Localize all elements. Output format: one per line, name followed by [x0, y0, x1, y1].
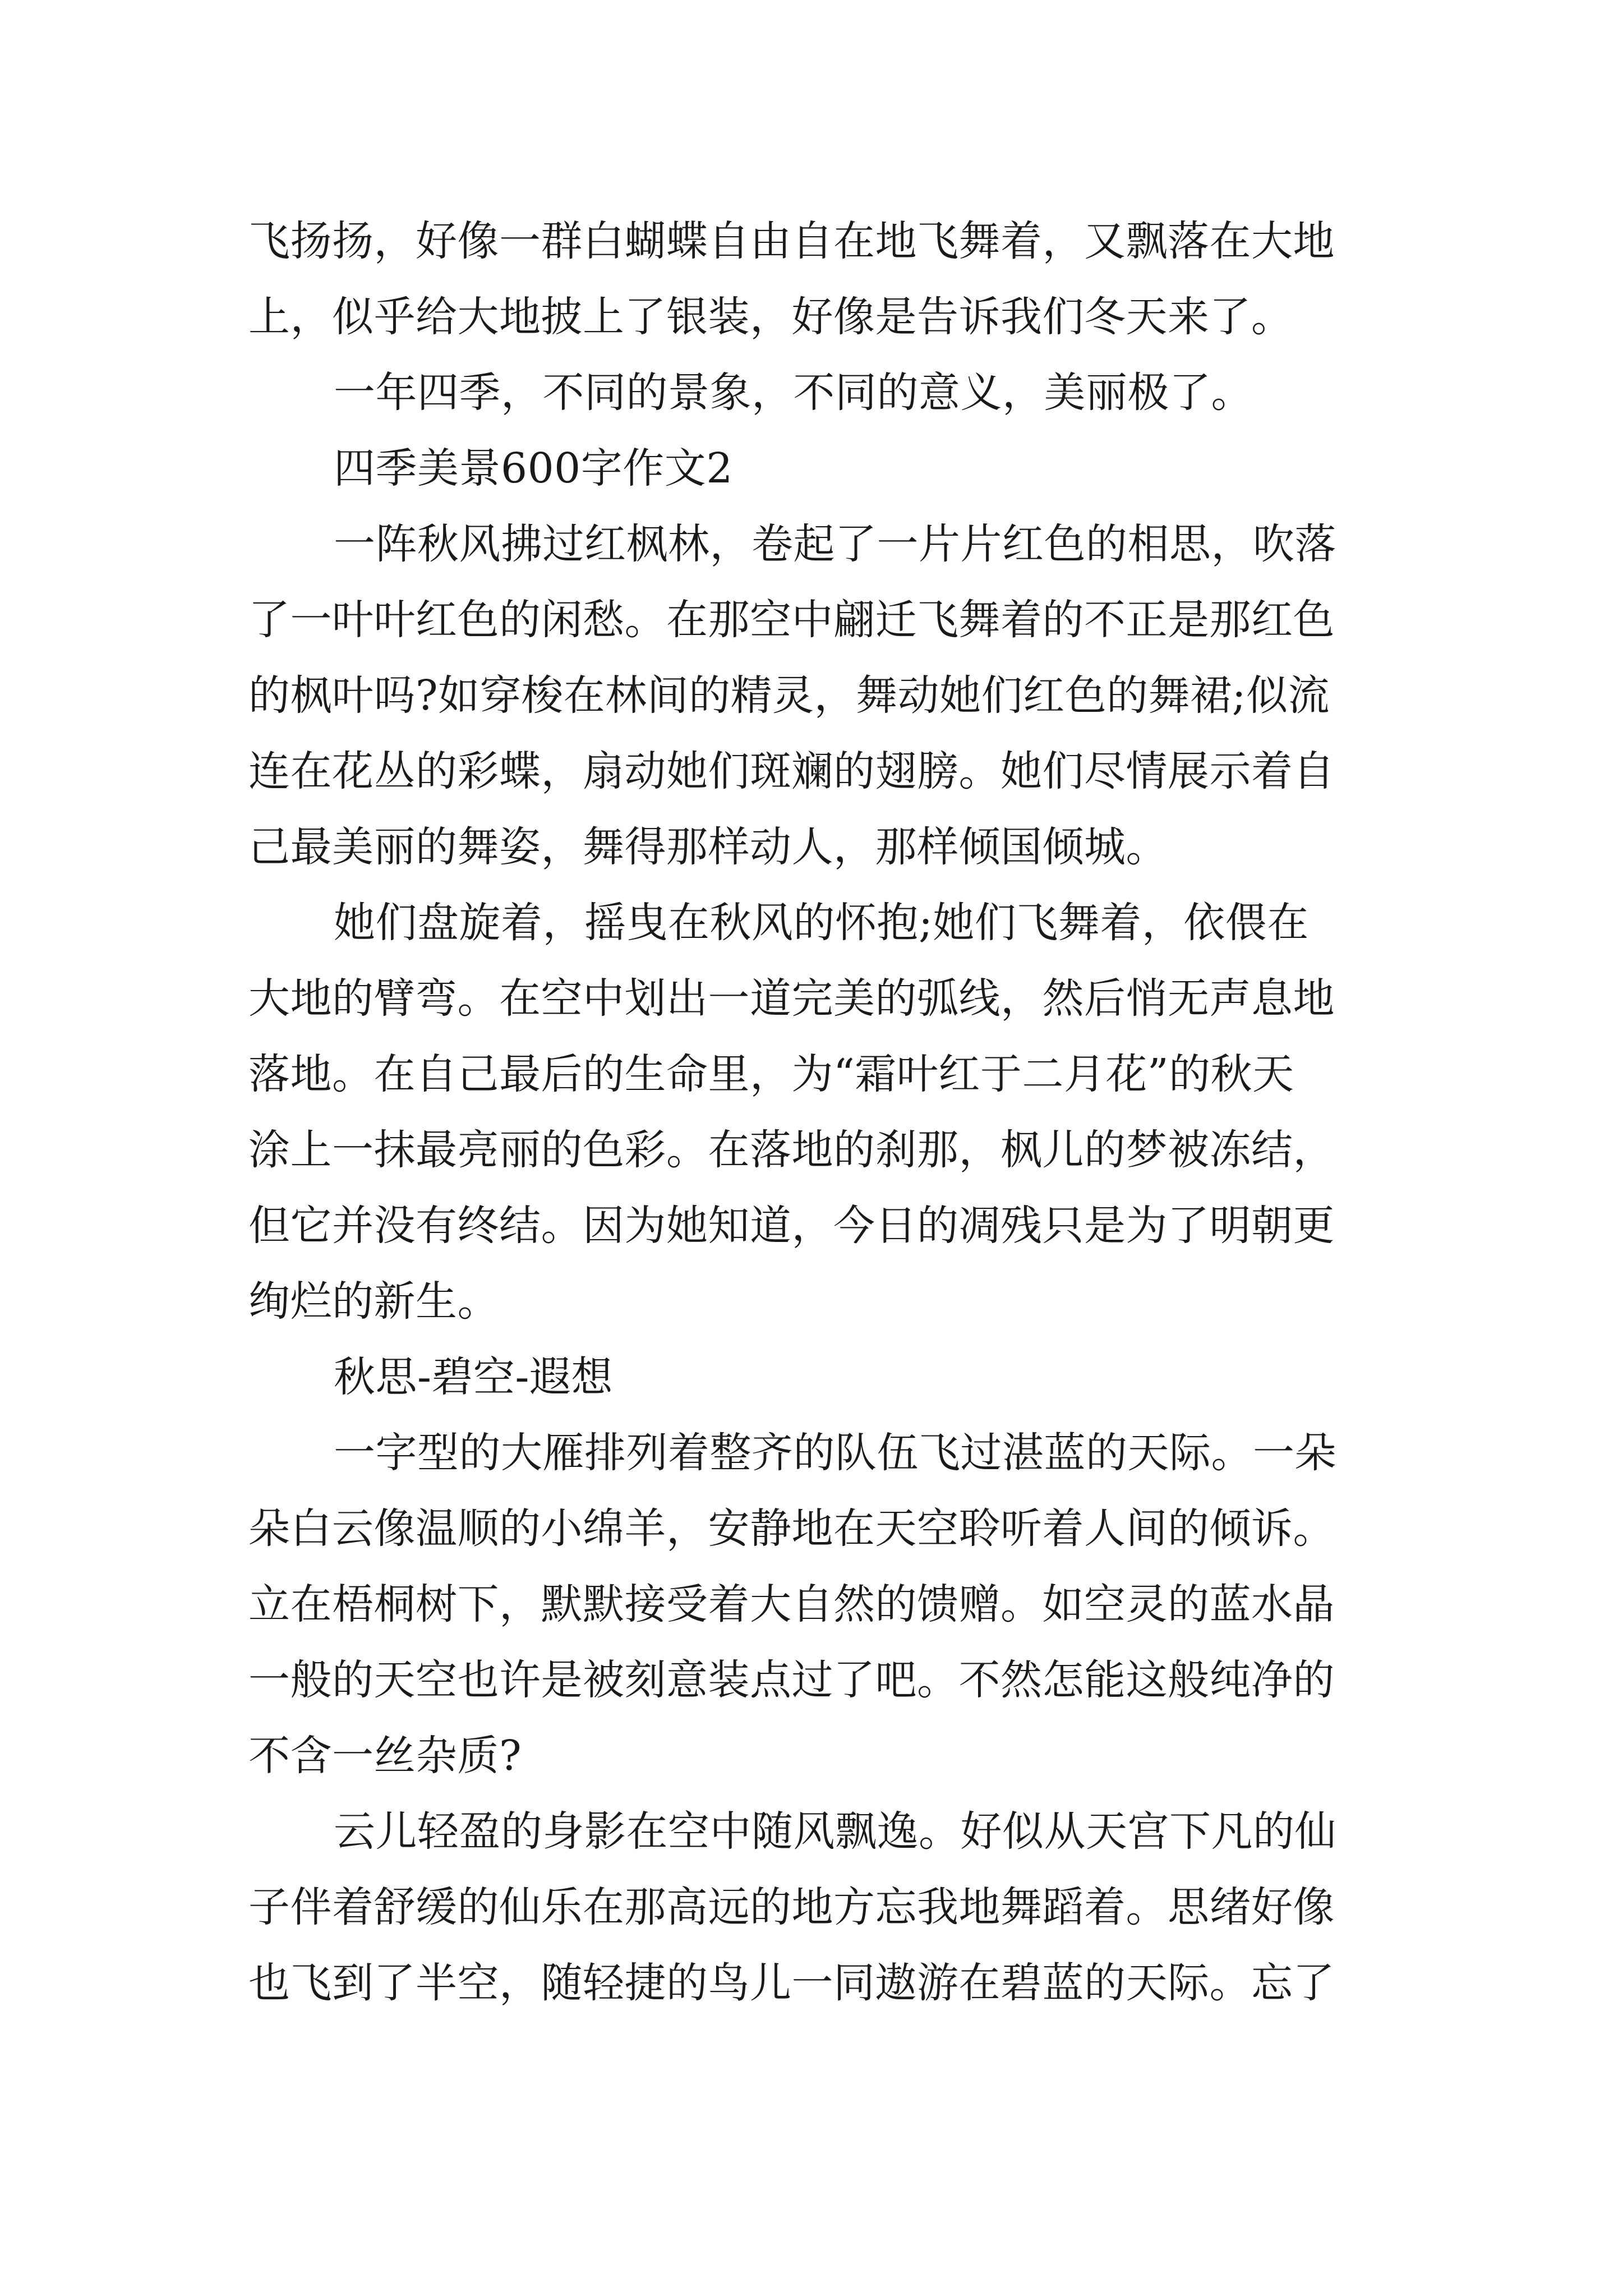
- text-line: 上，似乎给大地披上了银装，好像是告诉我们冬天来了。: [248, 293, 1293, 341]
- text-line: 但它并没有终结。因为她知道，今日的凋残只是为了明朝更: [248, 1202, 1335, 1250]
- text-line: 子伴着舒缓的仙乐在那高远的地方忘我地舞蹈着。思绪好像: [248, 1883, 1335, 1931]
- section-heading: 秋思-碧空-遐想: [334, 1353, 614, 1401]
- text-line: 也飞到了半空，随轻捷的鸟儿一同遨游在碧蓝的天际。忘了: [248, 1959, 1335, 2007]
- text-line: 一般的天空也许是被刻意装点过了吧。不然怎能这般纯净的: [248, 1656, 1335, 1704]
- text-line: 飞扬扬，好像一群白蝴蝶自由自在地飞舞着，又飘落在大地: [248, 217, 1335, 265]
- text-line: 大地的臂弯。在空中划出一道完美的弧线，然后悄无声息地: [248, 974, 1335, 1023]
- text-line: 绚烂的新生。: [248, 1277, 499, 1326]
- text-line: 她们盘旋着，摇曳在秋风的怀抱;她们飞舞着，依偎在: [334, 899, 1309, 947]
- text-line: 云儿轻盈的身影在空中随风飘逸。好似从天宫下凡的仙: [334, 1807, 1336, 1856]
- text-line: 一字型的大雁排列着整齐的队伍飞过湛蓝的天际。一朵: [334, 1429, 1336, 1477]
- text-line: 涂上一抹最亮丽的色彩。在落地的刹那，枫儿的梦被冻结，: [248, 1126, 1335, 1174]
- text-line: 的枫叶吗?如穿梭在林间的精灵，舞动她们红色的舞裙;似流: [248, 671, 1330, 720]
- text-line: 了一叶叶红色的闲愁。在那空中翩迁飞舞着的不正是那红色: [248, 596, 1335, 644]
- text-line: 一年四季，不同的景象，不同的意义，美丽极了。: [334, 369, 1253, 417]
- text-line: 立在梧桐树下，默默接受着大自然的馈赠。如空灵的蓝水晶: [248, 1580, 1335, 1628]
- text-line: 落地。在自己最后的生命里，为“霜叶红于二月花”的秋天: [248, 1050, 1294, 1098]
- section-heading: 四季美景600字作文2: [334, 444, 733, 493]
- text-line: 不含一丝杂质?: [248, 1732, 522, 1780]
- text-line: 朵白云像温顺的小绵羊，安静地在天空聆听着人间的倾诉。: [248, 1504, 1335, 1553]
- text-line: 己最美丽的舞姿，舞得那样动人，那样倾国倾城。: [248, 823, 1168, 871]
- text-line: 一阵秋风拂过红枫林，卷起了一片片红色的相思，吹落: [334, 520, 1336, 568]
- text-line: 连在花丛的彩蝶，扇动她们斑斓的翅膀。她们尽情展示着自: [248, 747, 1335, 795]
